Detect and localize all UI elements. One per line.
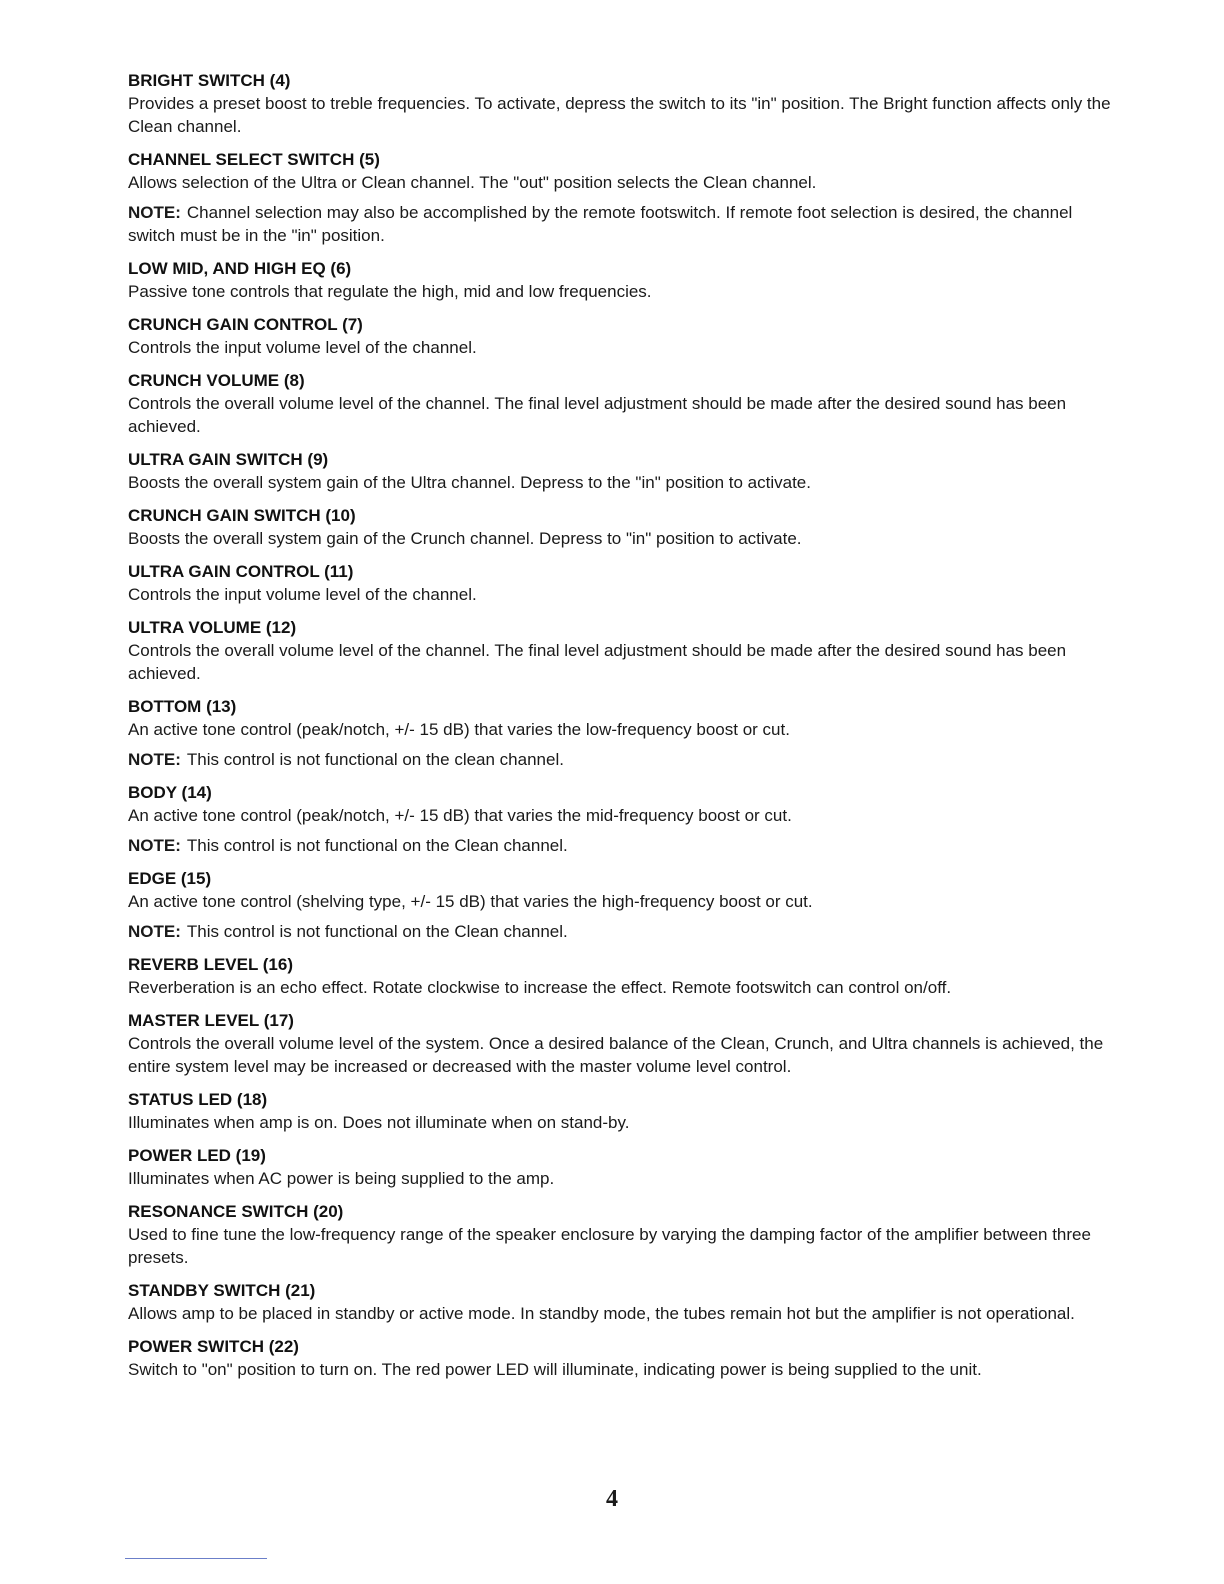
section-description: Illuminates when amp is on. Does not illuminate when on stand-by. <box>128 1113 630 1132</box>
note-text: This control is not functional on the Clean channel. <box>186 836 568 855</box>
control-section <box>128 1280 1123 1325</box>
section-heading: STATUS LED (18) <box>128 1090 268 1109</box>
section-description: An active tone control (shelving type, +/- 15 dB) that varies the high-frequency boost or cut. <box>128 892 813 911</box>
section-heading: EDGE (15) <box>128 869 212 888</box>
section-description: Illuminates when AC power is being supplied to the amp. <box>128 1169 555 1188</box>
section-description: Controls the overall volume level of the channel. The final level adjustment should be made after the desired sound has been achieved. <box>128 641 1067 683</box>
section-description: Allows amp to be placed in standby or active mode. In standby mode, the tubes remain hot but the amplifier is not operational. <box>128 1304 1075 1323</box>
section-description: Used to fine tune the low-frequency range of the speaker enclosure by varying the damping factor of the amplifier between three presets. <box>128 1225 1091 1267</box>
control-section <box>128 1336 1123 1381</box>
section-description: Controls the overall volume level of the channel. The final level adjustment should be made after the desired sound has been achieved. <box>128 394 1067 436</box>
section-heading: CRUNCH GAIN CONTROL (7) <box>128 315 363 334</box>
section-heading: REVERB LEVEL (16) <box>128 955 294 974</box>
control-section <box>128 954 1123 999</box>
note-text: This control is not functional on the clean channel. <box>186 750 564 769</box>
control-section <box>128 561 1123 606</box>
document-body <box>128 70 1123 1392</box>
section-description: Controls the input volume level of the channel. <box>128 338 477 357</box>
section-heading: ULTRA VOLUME (12) <box>128 618 297 637</box>
footer-rule <box>125 1558 267 1559</box>
section-heading: BOTTOM (13) <box>128 697 237 716</box>
control-section <box>128 505 1123 550</box>
section-note <box>128 920 1123 943</box>
control-section <box>128 1089 1123 1134</box>
section-description: Controls the overall volume level of the system. Once a desired balance of the Clean, Crunch, and Ultra channels is achieved, the entire system level may be increased or decreased with the master volume level control. <box>128 1034 1104 1076</box>
section-heading: MASTER LEVEL (17) <box>128 1011 294 1030</box>
control-section <box>128 370 1123 438</box>
control-section <box>128 782 1123 857</box>
section-description: Boosts the overall system gain of the Ultra channel. Depress to the "in" position to activate. <box>128 473 811 492</box>
section-description: Boosts the overall system gain of the Crunch channel. Depress to "in" position to activate. <box>128 529 802 548</box>
section-heading: BODY (14) <box>128 783 212 802</box>
control-section <box>128 1145 1123 1190</box>
section-heading: CRUNCH GAIN SWITCH (10) <box>128 506 356 525</box>
section-note <box>128 834 1123 857</box>
note-text: Channel selection may also be accomplished by the remote footswitch. If remote foot selection is desired, the channel switch must be in the "in" position. <box>128 203 1073 245</box>
page-number: 4 <box>606 1486 618 1512</box>
section-heading: BRIGHT SWITCH (4) <box>128 71 291 90</box>
control-section <box>128 1201 1123 1269</box>
note-label: NOTE: <box>128 203 181 222</box>
section-description: Passive tone controls that regulate the high, mid and low frequencies. <box>128 282 652 301</box>
section-heading: CRUNCH VOLUME (8) <box>128 371 305 390</box>
section-heading: POWER LED (19) <box>128 1146 266 1165</box>
section-heading: CHANNEL SELECT SWITCH (5) <box>128 150 380 169</box>
control-section <box>128 696 1123 771</box>
control-section <box>128 149 1123 247</box>
section-description: Allows selection of the Ultra or Clean channel. The "out" position selects the Clean channel. <box>128 173 817 192</box>
note-label: NOTE: <box>128 836 181 855</box>
section-heading: ULTRA GAIN CONTROL (11) <box>128 562 354 581</box>
section-heading: POWER SWITCH (22) <box>128 1337 299 1356</box>
control-section <box>128 449 1123 494</box>
section-description: Provides a preset boost to treble frequencies. To activate, depress the switch to its "in" position. The Bright function affects only the Clean channel. <box>128 94 1111 136</box>
note-label: NOTE: <box>128 750 181 769</box>
section-description: An active tone control (peak/notch, +/- 15 dB) that varies the mid-frequency boost or cut. <box>128 806 792 825</box>
section-heading: ULTRA GAIN SWITCH (9) <box>128 450 329 469</box>
note-text: This control is not functional on the Clean channel. <box>186 922 568 941</box>
control-section <box>128 1010 1123 1078</box>
section-description: An active tone control (peak/notch, +/- 15 dB) that varies the low-frequency boost or cut. <box>128 720 790 739</box>
control-section <box>128 70 1123 138</box>
control-section <box>128 258 1123 303</box>
note-label: NOTE: <box>128 922 181 941</box>
section-note <box>128 748 1123 771</box>
control-section <box>128 314 1123 359</box>
section-description: Reverberation is an echo effect. Rotate clockwise to increase the effect. Remote footswitch can control on/off. <box>128 978 952 997</box>
section-heading: LOW MID, AND HIGH EQ (6) <box>128 259 352 278</box>
control-section <box>128 868 1123 943</box>
section-description: Switch to "on" position to turn on. The red power LED will illuminate, indicating power is being supplied to the unit. <box>128 1360 982 1379</box>
section-heading: RESONANCE SWITCH (20) <box>128 1202 344 1221</box>
section-note <box>128 201 1123 247</box>
control-section <box>128 617 1123 685</box>
section-description: Controls the input volume level of the channel. <box>128 585 477 604</box>
section-heading: STANDBY SWITCH (21) <box>128 1281 316 1300</box>
